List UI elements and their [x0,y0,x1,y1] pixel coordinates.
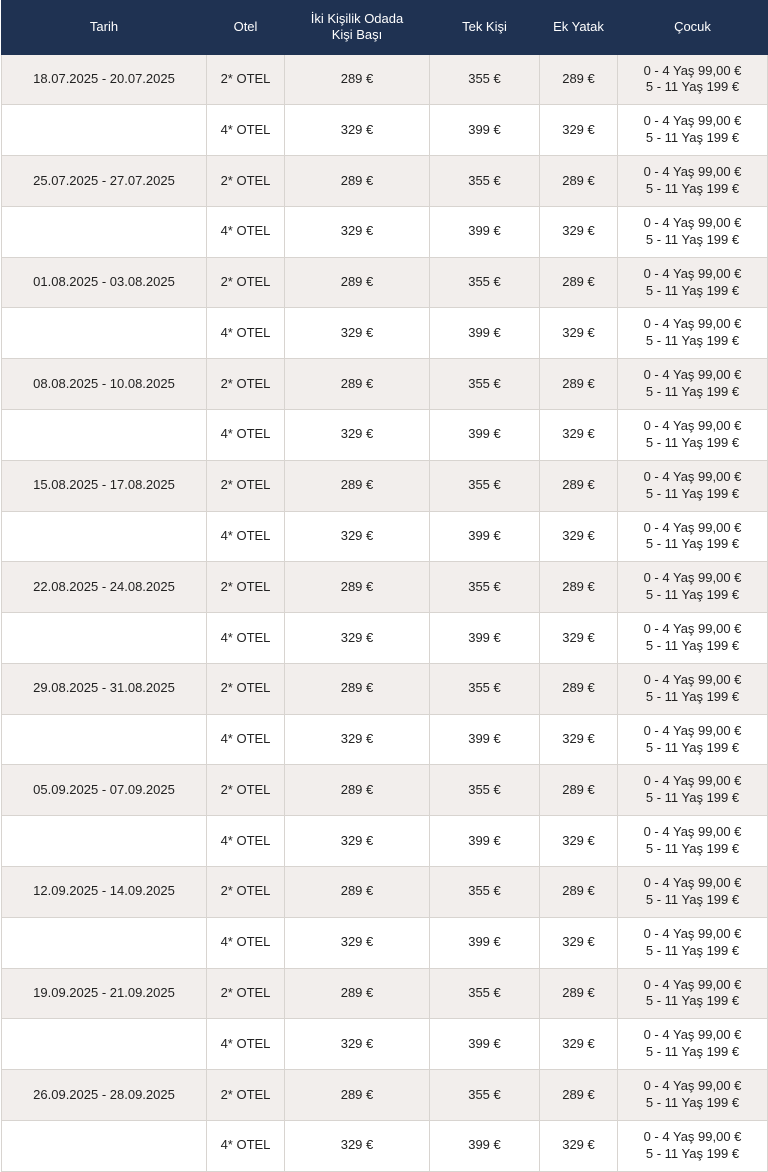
child-price-line-2: 5 - 11 Yaş 199 € [645,333,740,349]
child-price-line-2: 5 - 11 Yaş 199 € [645,790,740,806]
cell-double-room-price: 329 € [285,714,430,765]
column-header-single: Tek Kişi [430,1,540,55]
cell-double-room-price: 329 € [285,105,430,156]
cell-child-price [618,765,768,816]
cell-hotel: 4* OTEL [207,816,285,867]
cell-child-price [618,1070,768,1121]
cell-single-price: 399 € [430,105,540,156]
cell-single-price: 399 € [430,1019,540,1070]
cell-double-room-price: 289 € [285,765,430,816]
child-price-line-2: 5 - 11 Yaş 199 € [645,637,740,653]
cell-single-price: 355 € [430,359,540,410]
child-price-line-2: 5 - 11 Yaş 199 € [645,231,740,247]
cell-double-room-price: 329 € [285,613,430,664]
cell-single-price: 399 € [430,714,540,765]
cell-single-price: 399 € [430,409,540,460]
cell-child-price [618,816,768,867]
child-price-line-2: 5 - 11 Yaş 199 € [645,993,740,1009]
cell-extra-bed-price: 289 € [540,968,618,1019]
cell-extra-bed-price: 329 € [540,714,618,765]
cell-child-price [618,1019,768,1070]
table-row [2,359,768,410]
cell-extra-bed-price: 329 € [540,613,618,664]
cell-hotel: 4* OTEL [207,1019,285,1070]
child-price-line-2: 5 - 11 Yaş 199 € [645,739,740,755]
cell-extra-bed-price: 329 € [540,917,618,968]
cell-date [2,613,207,664]
cell-child-price [618,257,768,308]
table-row [2,409,768,460]
cell-hotel: 4* OTEL [207,714,285,765]
cell-single-price: 355 € [430,968,540,1019]
cell-double-room-price: 329 € [285,308,430,359]
cell-hotel: 2* OTEL [207,54,285,105]
cell-date: 25.07.2025 - 27.07.2025 [2,156,207,207]
cell-double-room-price: 289 € [285,663,430,714]
cell-extra-bed-price: 329 € [540,816,618,867]
cell-child-price [618,206,768,257]
cell-single-price: 355 € [430,54,540,105]
cell-hotel: 4* OTEL [207,511,285,562]
cell-hotel: 2* OTEL [207,765,285,816]
cell-hotel: 4* OTEL [207,613,285,664]
cell-date: 15.08.2025 - 17.08.2025 [2,460,207,511]
cell-hotel: 2* OTEL [207,867,285,918]
cell-hotel: 4* OTEL [207,105,285,156]
header-row [2,1,768,55]
table-row [2,156,768,207]
column-header-hotel: Otel [207,1,285,55]
cell-double-room-price: 329 € [285,816,430,867]
table-row [2,308,768,359]
column-header-extra-bed: Ek Yatak [540,1,618,55]
table-row [2,1019,768,1070]
cell-hotel: 2* OTEL [207,156,285,207]
child-price-line-1: 0 - 4 Yaş 99,00 € [643,925,742,941]
cell-single-price: 355 € [430,257,540,308]
cell-hotel: 2* OTEL [207,1070,285,1121]
child-price-line-2: 5 - 11 Yaş 199 € [645,587,740,603]
cell-date [2,409,207,460]
child-price-line-2: 5 - 11 Yaş 199 € [645,942,740,958]
child-price-line-2: 5 - 11 Yaş 199 € [645,688,740,704]
table-row [2,105,768,156]
table-row [2,54,768,105]
cell-date [2,1019,207,1070]
child-price-line-1: 0 - 4 Yaş 99,00 € [643,671,742,687]
cell-hotel: 2* OTEL [207,460,285,511]
cell-hotel: 4* OTEL [207,206,285,257]
child-price-line-1: 0 - 4 Yaş 99,00 € [643,316,742,332]
cell-hotel: 2* OTEL [207,562,285,613]
child-price-line-2: 5 - 11 Yaş 199 € [645,1145,740,1161]
child-price-line-1: 0 - 4 Yaş 99,00 € [643,62,742,78]
child-price-line-2: 5 - 11 Yaş 199 € [645,384,740,400]
cell-single-price: 355 € [430,663,540,714]
child-price-line-2: 5 - 11 Yaş 199 € [645,891,740,907]
cell-hotel: 2* OTEL [207,359,285,410]
cell-double-room-price: 329 € [285,1120,430,1171]
cell-extra-bed-price: 289 € [540,257,618,308]
child-price-line-1: 0 - 4 Yaş 99,00 € [643,468,742,484]
table-header [2,1,768,55]
cell-child-price [618,105,768,156]
child-price-line-1: 0 - 4 Yaş 99,00 € [643,976,742,992]
child-price-line-2: 5 - 11 Yaş 199 € [645,282,740,298]
cell-double-room-price: 289 € [285,359,430,410]
cell-date: 08.08.2025 - 10.08.2025 [2,359,207,410]
child-price-line-2: 5 - 11 Yaş 199 € [645,434,740,450]
cell-date: 05.09.2025 - 07.09.2025 [2,765,207,816]
cell-double-room-price: 289 € [285,968,430,1019]
cell-hotel: 4* OTEL [207,308,285,359]
cell-single-price: 355 € [430,867,540,918]
cell-hotel: 4* OTEL [207,409,285,460]
cell-double-room-price: 289 € [285,156,430,207]
child-price-line-2: 5 - 11 Yaş 199 € [645,1095,740,1111]
table-row [2,460,768,511]
cell-double-room-price: 289 € [285,460,430,511]
column-header-double-room-line2: Kişi Başı [331,27,383,43]
cell-child-price [618,308,768,359]
cell-hotel: 4* OTEL [207,1120,285,1171]
cell-extra-bed-price: 329 € [540,308,618,359]
table-row [2,613,768,664]
cell-single-price: 355 € [430,1070,540,1121]
cell-hotel: 4* OTEL [207,917,285,968]
cell-date [2,206,207,257]
cell-double-room-price: 329 € [285,206,430,257]
cell-date [2,816,207,867]
child-price-line-1: 0 - 4 Yaş 99,00 € [643,367,742,383]
child-price-line-1: 0 - 4 Yaş 99,00 € [643,1078,742,1094]
cell-extra-bed-price: 329 € [540,105,618,156]
cell-date: 01.08.2025 - 03.08.2025 [2,257,207,308]
cell-extra-bed-price: 329 € [540,1120,618,1171]
cell-date [2,511,207,562]
table-row [2,511,768,562]
table-row [2,867,768,918]
cell-double-room-price: 289 € [285,54,430,105]
cell-date: 29.08.2025 - 31.08.2025 [2,663,207,714]
cell-extra-bed-price: 329 € [540,409,618,460]
cell-child-price [618,562,768,613]
cell-double-room-price: 329 € [285,917,430,968]
cell-hotel: 2* OTEL [207,663,285,714]
child-price-line-1: 0 - 4 Yaş 99,00 € [643,570,742,586]
cell-child-price [618,409,768,460]
pricing-table [1,0,768,1172]
child-price-line-1: 0 - 4 Yaş 99,00 € [643,621,742,637]
child-price-line-1: 0 - 4 Yaş 99,00 € [643,1027,742,1043]
column-header-date: Tarih [2,1,207,55]
cell-double-room-price: 289 € [285,867,430,918]
child-price-line-1: 0 - 4 Yaş 99,00 € [643,875,742,890]
cell-extra-bed-price: 289 € [540,54,618,105]
cell-date [2,105,207,156]
cell-date [2,714,207,765]
cell-extra-bed-price: 289 € [540,460,618,511]
cell-date: 18.07.2025 - 20.07.2025 [2,54,207,105]
cell-child-price [618,917,768,968]
cell-single-price: 355 € [430,460,540,511]
table-row [2,765,768,816]
cell-date [2,1120,207,1171]
cell-child-price [618,511,768,562]
child-price-line-1: 0 - 4 Yaş 99,00 € [643,113,742,129]
cell-single-price: 399 € [430,917,540,968]
child-price-line-1: 0 - 4 Yaş 99,00 € [643,214,742,230]
cell-double-room-price: 289 € [285,562,430,613]
cell-child-price [618,714,768,765]
child-price-line-1: 0 - 4 Yaş 99,00 € [643,773,742,789]
table-row [2,968,768,1019]
child-price-line-2: 5 - 11 Yaş 199 € [645,79,740,95]
cell-double-room-price: 289 € [285,257,430,308]
child-price-line-1: 0 - 4 Yaş 99,00 € [643,722,742,738]
cell-child-price [618,460,768,511]
table-row [2,1070,768,1121]
table-row [2,257,768,308]
cell-single-price: 399 € [430,511,540,562]
cell-extra-bed-price: 289 € [540,765,618,816]
cell-single-price: 399 € [430,613,540,664]
cell-extra-bed-price: 289 € [540,156,618,207]
cell-child-price [618,1120,768,1171]
cell-single-price: 355 € [430,562,540,613]
cell-single-price: 399 € [430,308,540,359]
column-header-double-room-line1: İki Kişilik Odada [310,11,404,26]
cell-child-price [618,613,768,664]
cell-hotel: 2* OTEL [207,968,285,1019]
child-price-line-2: 5 - 11 Yaş 199 € [645,1044,740,1060]
cell-extra-bed-price: 329 € [540,1019,618,1070]
cell-extra-bed-price: 329 € [540,206,618,257]
cell-date: 12.09.2025 - 14.09.2025 [2,867,207,918]
cell-hotel: 2* OTEL [207,257,285,308]
child-price-line-1: 0 - 4 Yaş 99,00 € [643,1128,742,1144]
cell-single-price: 399 € [430,816,540,867]
cell-child-price [618,663,768,714]
cell-double-room-price: 329 € [285,511,430,562]
cell-single-price: 355 € [430,156,540,207]
child-price-line-1: 0 - 4 Yaş 99,00 € [643,519,742,535]
child-price-line-2: 5 - 11 Yaş 199 € [645,841,740,857]
table-row [2,714,768,765]
cell-extra-bed-price: 289 € [540,1070,618,1121]
cell-double-room-price: 329 € [285,1019,430,1070]
table-row [2,663,768,714]
cell-child-price [618,867,768,918]
child-price-line-2: 5 - 11 Yaş 199 € [645,180,740,196]
cell-extra-bed-price: 289 € [540,867,618,918]
child-price-line-2: 5 - 11 Yaş 199 € [645,485,740,501]
table-row [2,816,768,867]
cell-child-price [618,359,768,410]
table-row [2,562,768,613]
table-row [2,1120,768,1171]
cell-child-price [618,54,768,105]
cell-date: 26.09.2025 - 28.09.2025 [2,1070,207,1121]
child-price-line-1: 0 - 4 Yaş 99,00 € [643,164,742,180]
child-price-line-1: 0 - 4 Yaş 99,00 € [643,417,742,433]
table-body [2,54,768,1171]
cell-extra-bed-price: 289 € [540,359,618,410]
child-price-line-1: 0 - 4 Yaş 99,00 € [643,265,742,281]
cell-child-price [618,968,768,1019]
cell-child-price [618,156,768,207]
column-header-double-room [285,1,430,55]
cell-single-price: 399 € [430,1120,540,1171]
cell-date [2,308,207,359]
cell-date: 22.08.2025 - 24.08.2025 [2,562,207,613]
cell-double-room-price: 289 € [285,1070,430,1121]
cell-date: 19.09.2025 - 21.09.2025 [2,968,207,1019]
cell-double-room-price: 329 € [285,409,430,460]
table-row [2,917,768,968]
cell-extra-bed-price: 329 € [540,511,618,562]
column-header-child: Çocuk [618,1,768,55]
cell-single-price: 355 € [430,765,540,816]
cell-single-price: 399 € [430,206,540,257]
cell-extra-bed-price: 289 € [540,562,618,613]
child-price-line-1: 0 - 4 Yaş 99,00 € [643,824,742,840]
child-price-line-2: 5 - 11 Yaş 199 € [645,130,740,146]
child-price-line-2: 5 - 11 Yaş 199 € [645,536,740,552]
cell-extra-bed-price: 289 € [540,663,618,714]
table-row [2,206,768,257]
cell-date [2,917,207,968]
